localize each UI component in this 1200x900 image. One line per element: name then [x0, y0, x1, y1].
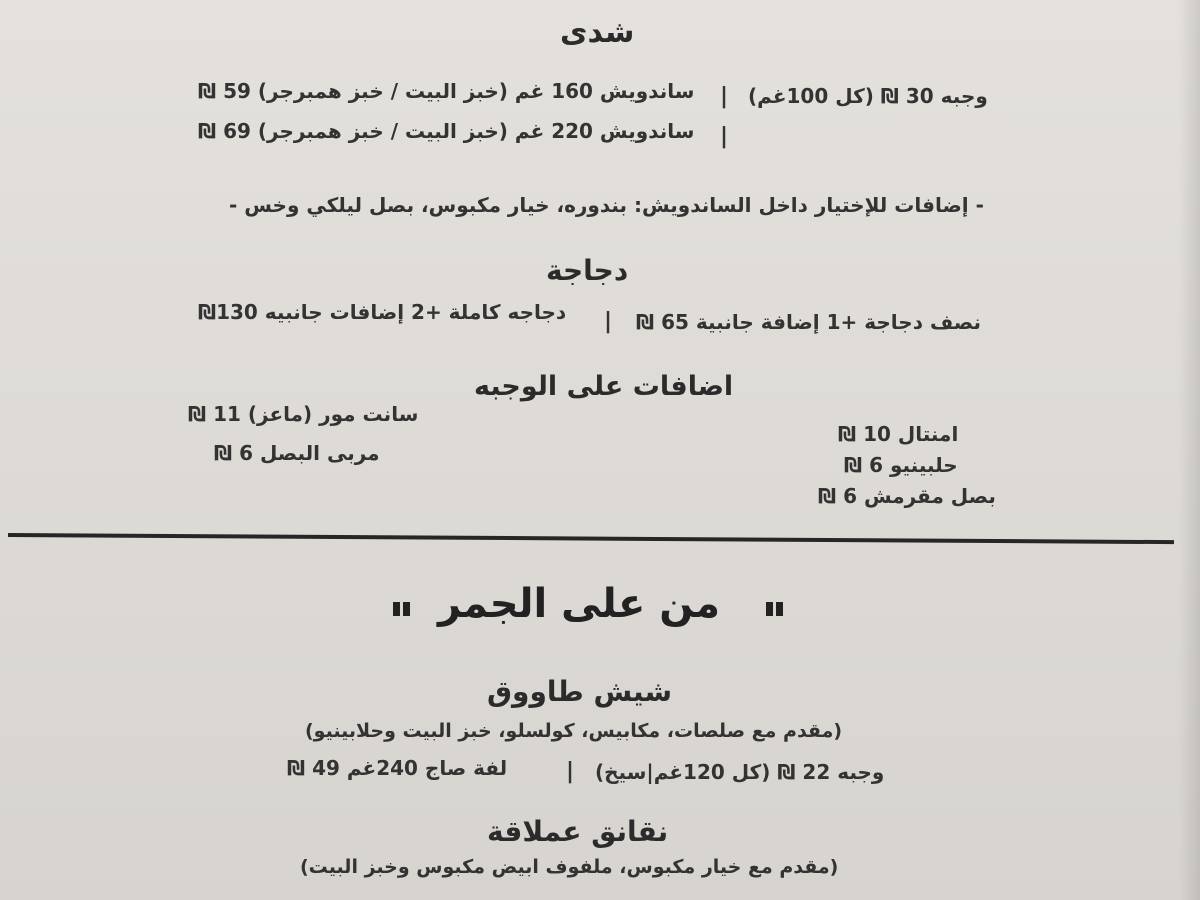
shada-sandwich-extras: - إضافات للإختيار داخل الساندويش: بندوره، خيار مكبوس، بصل ليلكي وخس -: [229, 193, 984, 217]
section-title-chicken: دجاجة: [546, 254, 629, 287]
shada-sandwich-160: ساندويش 160 غم (خبز البيت / خبز همبرجر) 59 ₪: [198, 79, 695, 103]
shada-sandwich-220: ساندويش 220 غم (خبز البيت / خبز همبرجر) 69 ₪: [198, 119, 695, 143]
section-title-shada: شدى: [560, 15, 635, 50]
giant-sausages-title: نقانق عملاقة: [487, 815, 669, 848]
shish-tawook-description: (مقدم مع صلصات، مكابيس، كولسلو، خبز البيت وحلابينيو): [305, 720, 843, 742]
separator: |: [720, 84, 729, 109]
title-decoration-left: [393, 602, 411, 616]
chicken-half-price: نصف دجاجة +1 إضافة جانبية 65 ₪: [636, 310, 981, 334]
separator: |: [604, 309, 613, 334]
separator: |: [566, 759, 575, 784]
shish-tawook-meal-price: وجبه 22 ₪ (كل 120غم|سيخ): [595, 760, 885, 784]
paper-edge-shadow: [1178, 0, 1200, 900]
giant-sausages-description: (مقدم مع خيار مكبوس، ملفوف ابيض مكبوس وخبز البيت): [300, 856, 839, 878]
section-title-meal-addons: اضافات على الوجبه: [474, 371, 734, 402]
shish-tawook-title: شيش طاووق: [487, 675, 673, 708]
shish-tawook-wrap-price: لفة صاج 240غم 49 ₪: [287, 756, 508, 780]
title-decoration-right: [766, 602, 784, 616]
addon-emmental: امنتال 10 ₪: [838, 422, 959, 446]
addon-onion-jam: مربى البصل 6 ₪: [214, 441, 380, 465]
shada-meal-price: وجبه 30 ₪ (كل 100غم): [748, 84, 988, 108]
addon-crispy-onion: بصل مقرمش 6 ₪: [818, 484, 996, 508]
addon-jalapeno: حلبينيو 6 ₪: [844, 453, 958, 477]
section-title-grill: من على الجمر: [438, 581, 720, 627]
separator: |: [720, 124, 729, 149]
addon-saint-maure: سانت مور (ماعز) 11 ₪: [188, 402, 419, 426]
chicken-whole-price: دجاجه كاملة +2 إضافات جانبيه 130₪: [198, 300, 567, 324]
section-divider: [8, 533, 1174, 544]
